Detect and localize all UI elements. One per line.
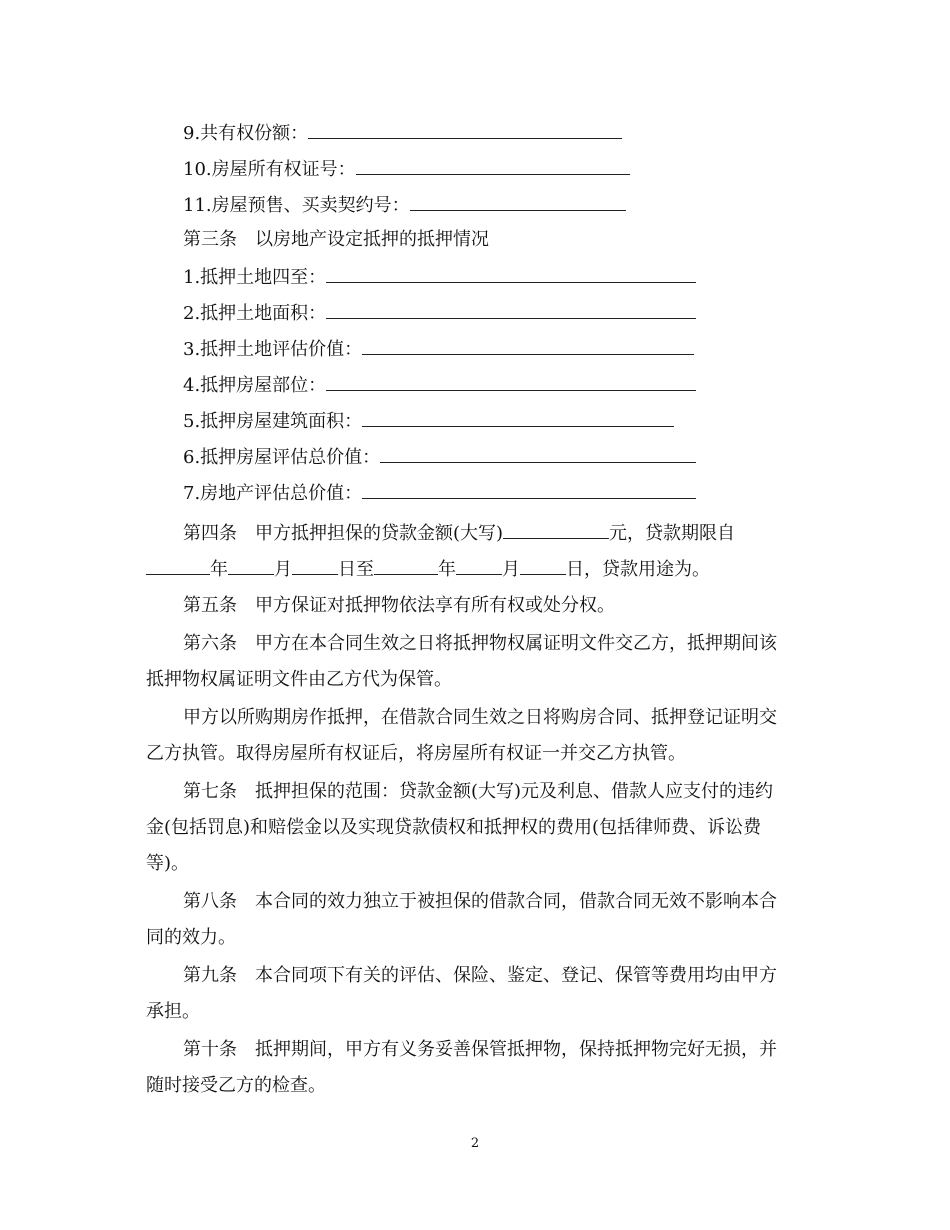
month-label: 月 xyxy=(502,559,520,580)
purchase-para-line-2: 乙方执管。取得房屋所有权证后，将房屋所有权证一并交乙方执管。 xyxy=(146,743,686,764)
year-label: 年 xyxy=(438,559,456,580)
article-7-line-3: 等)。 xyxy=(146,853,190,874)
article-9-line-1: 第九条 本合同项下有关的评估、保险、鉴定、登记、保管等费用均由甲方 xyxy=(183,965,777,986)
article-7-line-1: 第七条 抵押担保的范围：贷款金额(大写)元及利息、借款人应支付的违约 xyxy=(183,781,774,802)
blank-line xyxy=(362,408,674,427)
field-label: 9.共有权份额： xyxy=(183,123,309,144)
article-4-yuan: 元，贷款期限自 xyxy=(609,523,736,544)
month-label: 月 xyxy=(274,559,292,580)
blank-line xyxy=(326,372,696,391)
article-6-line-2: 抵押物权属证明文件由乙方代为保管。 xyxy=(146,669,452,690)
year-label: 年 xyxy=(210,559,228,580)
article-8-line-2: 同的效力。 xyxy=(146,927,236,948)
article-8-line-1: 第八条 本合同的效力独立于被担保的借款合同，借款合同无效不影响本合 xyxy=(183,891,777,912)
article-3-item xyxy=(183,336,694,362)
day-label: 日至 xyxy=(338,559,374,580)
blank-line xyxy=(356,156,630,175)
field-label: 3.抵押土地评估价值： xyxy=(183,339,363,360)
blank-line xyxy=(410,192,626,211)
blank-line xyxy=(380,444,696,463)
article-9-line-2: 承担。 xyxy=(146,1001,200,1022)
day-label: 日，贷款用途为。 xyxy=(566,559,710,580)
month-blank xyxy=(228,556,274,575)
amount-blank xyxy=(503,520,609,539)
field-label: 1.抵押土地四至： xyxy=(183,267,327,288)
article-6-line-1: 第六条 甲方在本合同生效之日将抵押物权属证明文件交乙方，抵押期间该 xyxy=(183,633,777,654)
year-blank xyxy=(374,556,438,575)
month-blank xyxy=(456,556,502,575)
field-label: 2.抵押土地面积： xyxy=(183,303,327,324)
blank-line xyxy=(308,120,622,139)
purchase-para-line-1: 甲方以所购期房作抵押，在借款合同生效之日将购房合同、抵押登记证明交 xyxy=(183,707,777,728)
article-3-item xyxy=(183,264,696,290)
field-label: 4.抵押房屋部位： xyxy=(183,375,327,396)
field-label: 5.抵押房屋建筑面积： xyxy=(183,411,363,432)
article-3-item xyxy=(183,480,696,506)
blank-line xyxy=(326,264,696,283)
field-label: 10.房屋所有权证号： xyxy=(183,159,356,180)
article-3-heading: 第三条 以房地产设定抵押的抵押情况 xyxy=(183,229,489,250)
article-7-line-2: 金(包括罚息)和赔偿金以及实现贷款债权和抵押权的费用(包括律师费、诉讼费 xyxy=(146,817,762,838)
blank-line xyxy=(326,300,696,319)
article-3-item xyxy=(183,372,696,398)
article-5: 第五条 甲方保证对抵押物依法享有所有权或处分权。 xyxy=(183,595,615,616)
page-number: 2 xyxy=(470,1136,480,1151)
field-10 xyxy=(183,156,630,182)
article-4-line-2 xyxy=(146,556,710,582)
article-4-prefix: 第四条 甲方抵押担保的贷款金额(大写) xyxy=(183,523,504,544)
article-3-item xyxy=(183,300,696,326)
field-label: 7.房地产评估总价值： xyxy=(183,483,363,504)
field-9 xyxy=(183,120,622,146)
day-blank xyxy=(292,556,338,575)
article-10-line-2: 随时接受乙方的检查。 xyxy=(146,1075,326,1096)
day-blank xyxy=(520,556,566,575)
article-3-item xyxy=(183,408,674,434)
field-11 xyxy=(183,192,626,218)
field-label: 11.房屋预售、买卖契约号： xyxy=(183,195,410,216)
article-10-line-1: 第十条 抵押期间，甲方有义务妥善保管抵押物，保持抵押物完好无损，并 xyxy=(183,1039,777,1060)
blank-line xyxy=(362,336,694,355)
article-4-line-1 xyxy=(183,520,735,546)
blank-line xyxy=(362,480,696,499)
year-blank xyxy=(146,556,210,575)
field-label: 6.抵押房屋评估总价值： xyxy=(183,447,381,468)
article-3-item xyxy=(183,444,696,470)
